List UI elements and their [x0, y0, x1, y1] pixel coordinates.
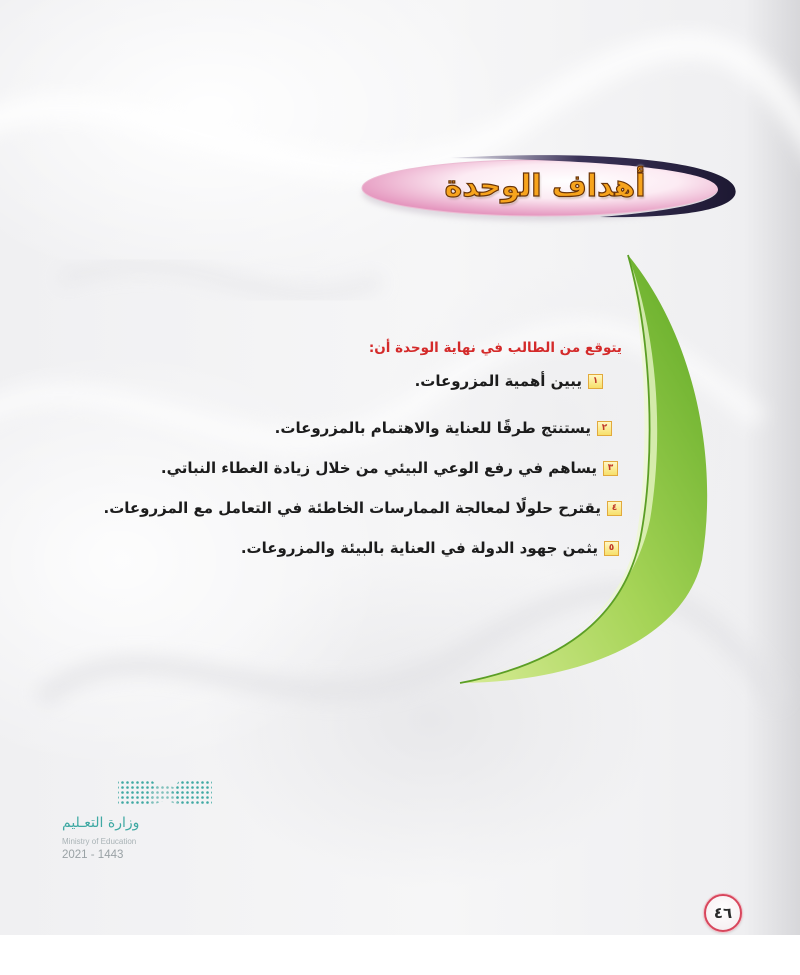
- objective-text: يقترح حلولًا لمعالجة الممارسات الخاطئة في التعامل مع المزروعات.: [103, 499, 601, 517]
- objective-text: يساهم في رفع الوعي البيئي من خلال زيادة الغطاء النباتي.: [160, 459, 597, 477]
- unit-objectives-title: أهداف الوحدة: [444, 169, 646, 204]
- ministry-logo-mark: [118, 779, 212, 806]
- page-number: ٤٦: [713, 904, 733, 922]
- objective-item: [104, 496, 622, 520]
- objective-number-badge: ٢: [597, 421, 612, 436]
- objective-number-badge: ٤: [607, 501, 622, 516]
- academic-years: 2021 - 1443: [62, 849, 124, 861]
- objective-number-badge: ٣: [603, 461, 618, 476]
- intro-text: يتوقع من الطالب في نهاية الوحدة أن:: [368, 340, 622, 356]
- objective-item: [415, 369, 603, 393]
- objective-text: يبين أهمية المزروعات.: [414, 372, 582, 390]
- ministry-name-arabic: وزارة التعـليم: [62, 815, 140, 831]
- objective-item: [275, 416, 612, 440]
- objective-item: [161, 456, 618, 480]
- objective-text: يثمن جهود الدولة في العناية بالبيئة والمزروعات.: [240, 539, 598, 557]
- page-number-badge: [704, 894, 742, 932]
- objective-text: يستنتج طرقًا للعناية والاهتمام بالمزروعات.: [274, 419, 591, 437]
- objective-item: [241, 536, 619, 560]
- objective-number-badge: ١: [588, 374, 603, 389]
- objective-number-badge: ٥: [604, 541, 619, 556]
- ministry-name-english: Ministry of Education: [62, 837, 137, 846]
